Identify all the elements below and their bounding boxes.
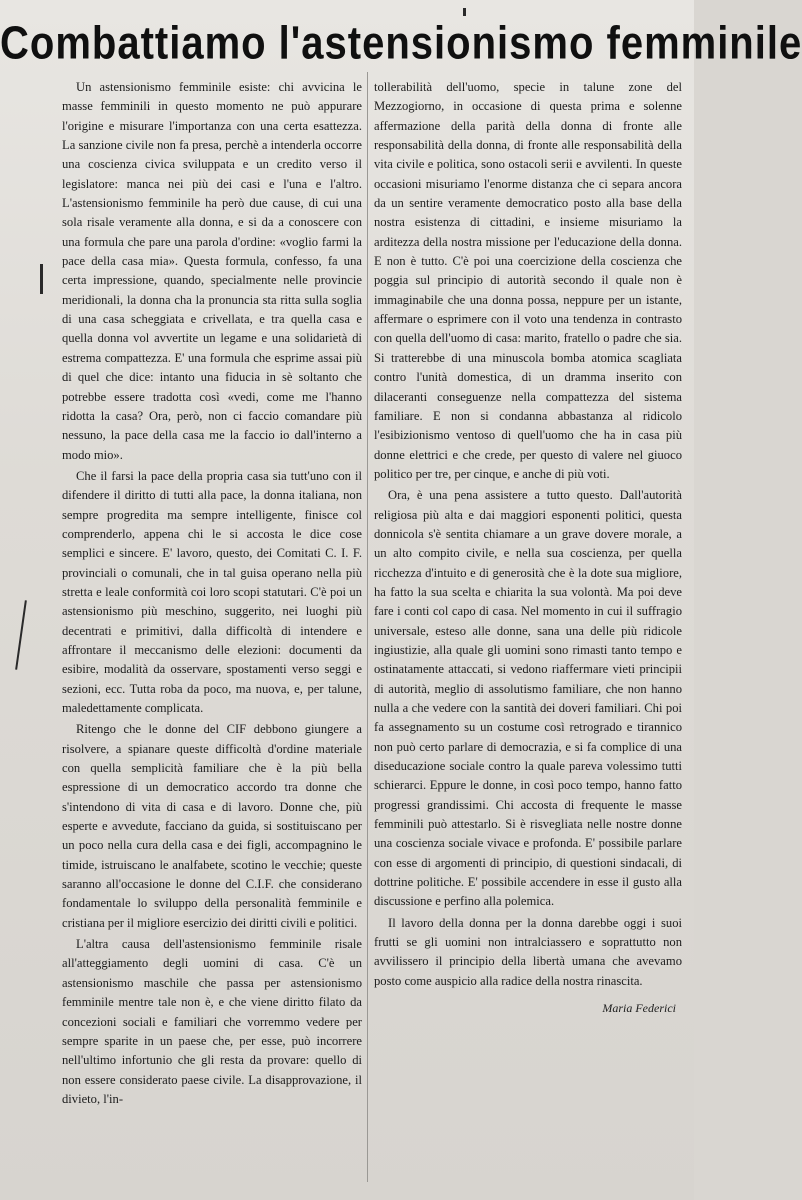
ink-mark <box>15 600 27 670</box>
author-signature: Maria Federici <box>602 1001 676 1016</box>
left-column <box>62 78 362 1109</box>
paragraph: Ora, è una pena assistere a tutto questo. Dall'autorità religiosa più alta e dai maggiori esponenti politici, questa donnicola s'è sentita chiamare a un grave dovere morale, a un alto compito civile, e nella sua coscienza, per quella ricchezza d'intuito e di generosità che è la dote sua migliore, ha fatto la sua scelta e chiarita la sua volontà. Ma poi deve fare i conti col capo di casa. Nel momento in cui il suffragio universale, esteso alle donne, sana una delle più ridicole ingiustizie, alla quale gli uomini sono rimasti tanto tempo e ostinatamente attaccati, si vedono riaffermare vieti principii di autorità, meglio di assolutismo familiare, che non hanno nulla a che vedere con la santità dei doveri familiari. Chi poi fa assegnamento su un costume così retrogrado e tirannico non può certo parlare di democrazia, e si fa complice di una diseducazione sociale contro la quale pareva volessimo tutti schierarci. Eppure le donne, in così poco tempo, hanno fatto progressi grandissimi. Chi accosta di frequente le masse femminili può attestarlo. Si è risvegliata nelle nostre donne una coscienza sociale vivace e profonda. E' possibile parlare con esse di argomenti di principio, di questioni sindacali, di dottrine politiche. E' possibile accendere in esse il gusto alla discussione e perfino alla polemica. <box>374 488 682 909</box>
paragraph: Il lavoro della donna per la donna darebbe oggi i suoi frutti se gli uomini non intralciassero e soprattutto non avvilissero il principio della libertà umana che avevamo posto come auspicio alla radice della nostra rinascita. <box>374 915 682 988</box>
article-title: Combattiamo l'astensionismo femminile <box>0 18 802 69</box>
ink-mark <box>463 8 466 16</box>
paragraph: Che il farsi la pace della propria casa sia tutt'uno con il difendere il diritto di tutti alla pace, la donna italiana, non sempre progredita ma sempre intelligente, finisce col comprenderlo, appena chi le si accosta le dice cose semplici e sincere. E' lavoro, questo, dei Comitati C. I. F. provinciali o comunali, che in tal guisa operano nella più stretta e leale conformità coi loro scopi statutari. C'è poi un astensionismo più meschino, suggerito, nei luoghi più decentrati e primitivi, dalla difficoltà di intendere e affrontare il meccanismo delle elezioni: documenti da esibire, modalità da osservare, spostamenti verso seggi e sezioni, ecc. Tutta roba da poco, ma nuova, e, per talune, maledettamente complicata. <box>62 468 362 715</box>
paragraph: Ritengo che le donne del CIF debbono giungere a risolvere, a spianare queste difficoltà d'ordine materiale con quella semplicità familiare che è la più bella espressione di un democratico accordo tra donne che s'intendono di vita di casa e di lavoro. Donne che, più esperte e avvedute, facciano da guida, si sostituiscano per un poco nella cura della casa e dei figli, accompagnino le timide, istruiscano le analfabete, scotino le vecchie; queste saranno all'occasione le donne del C.I.F. che considerano fondamentale lo sviluppo della personalità femminile e cristiana per il migliore esercizio dei diritti civili e politici. <box>62 722 362 930</box>
right-column <box>374 78 682 1019</box>
paragraph: L'altra causa dell'astensionismo femminile risale all'atteggiamento degli uomini di casa. C'è un astensionismo maschile che passa per astensionismo femminile mentre tale non è, e che viene diritto filato da concezioni sociali e familiari che vorremmo vedere per sempre sparite in un paese che, per esse, può incorrere nell'ultimo infortunio che gli resta da provare: quello di non essere considerato paese civile. La disapprovazione, il divieto, l'in- <box>62 937 362 1106</box>
ink-mark <box>40 264 43 294</box>
column-divider <box>367 72 368 1182</box>
paragraph: tollerabilità dell'uomo, specie in talune zone del Mezzogiorno, in occasione di questa prima e solenne affermazione della parità della donna di fronte alle responsabilità della donna, di fronte alle responsabilità della vita civile e politica, sono ostacoli serii e avvilenti. In queste occasioni misuriamo l'enorme distanza che ci separa ancora da un sentire veramente democratico posto alla base della nostra esistenza di cittadini, e insieme misuriamo la arditezza della nostra missione per l'educazione della donna. E non è tutto. C'è poi una coercizione della coscienza che poggia sul principio di autorità secondo il quale non è immaginabile che una donna possa, neppure per un istante, affermare o esprimere con il voto una tendenza in contrasto con quella dell'uomo di casa: marito, fratello o padre che sia. Si tratterebbe di una minuscola bomba atomica scagliata contro l'unità domestica, di un dramma inserito con dilaceranti conseguenze nella compattezza del sistema familiare. E non si condanna abbastanza al ridicolo l'esibizionismo ventoso di quell'uomo che ha in casa più donne elettrici e che crede, per questo di valere nel giuoco politico per tre, per cinque, e anche di più voti. <box>374 80 682 481</box>
paragraph: Un astensionismo femminile esiste: chi avvicina le masse femminili in questo momento ne può appurare l'origine e misurare l'importanza con una certa esattezza. La sanzione civile non fa presa, perchè a intenderla occorre una coscienza civica sviluppata e un credito verso il legislatore: manca nei più dei casi e l'una e l'altro. L'astensionismo femminile ha però due cause, di cui una sola risale veramente alla donna, e si da a conoscere con una formula che pare una parola d'ordine: «voglio farmi la pace della casa mia». Questa formula, confesso, fa una certa impressione, quando, specialmente nelle provincie meridionali, la donna cha la pronuncia sta ritta sulla soglia di una casa scheggiata e crivellata, e tra quella casa e quella donna vol avvertite un legame e una solidarietà di estrema compattezza. E' una formula che esprime assai più di quel che dice: intanto una fiducia in sè soltanto che potrebbe essere tradotta così «vedi, come me l'hanno ridotta la casa? Ora, però, non ci faccio comandare più nessuno, la pace della casa me la faccio io dall'interno a modo mio». <box>62 80 362 462</box>
